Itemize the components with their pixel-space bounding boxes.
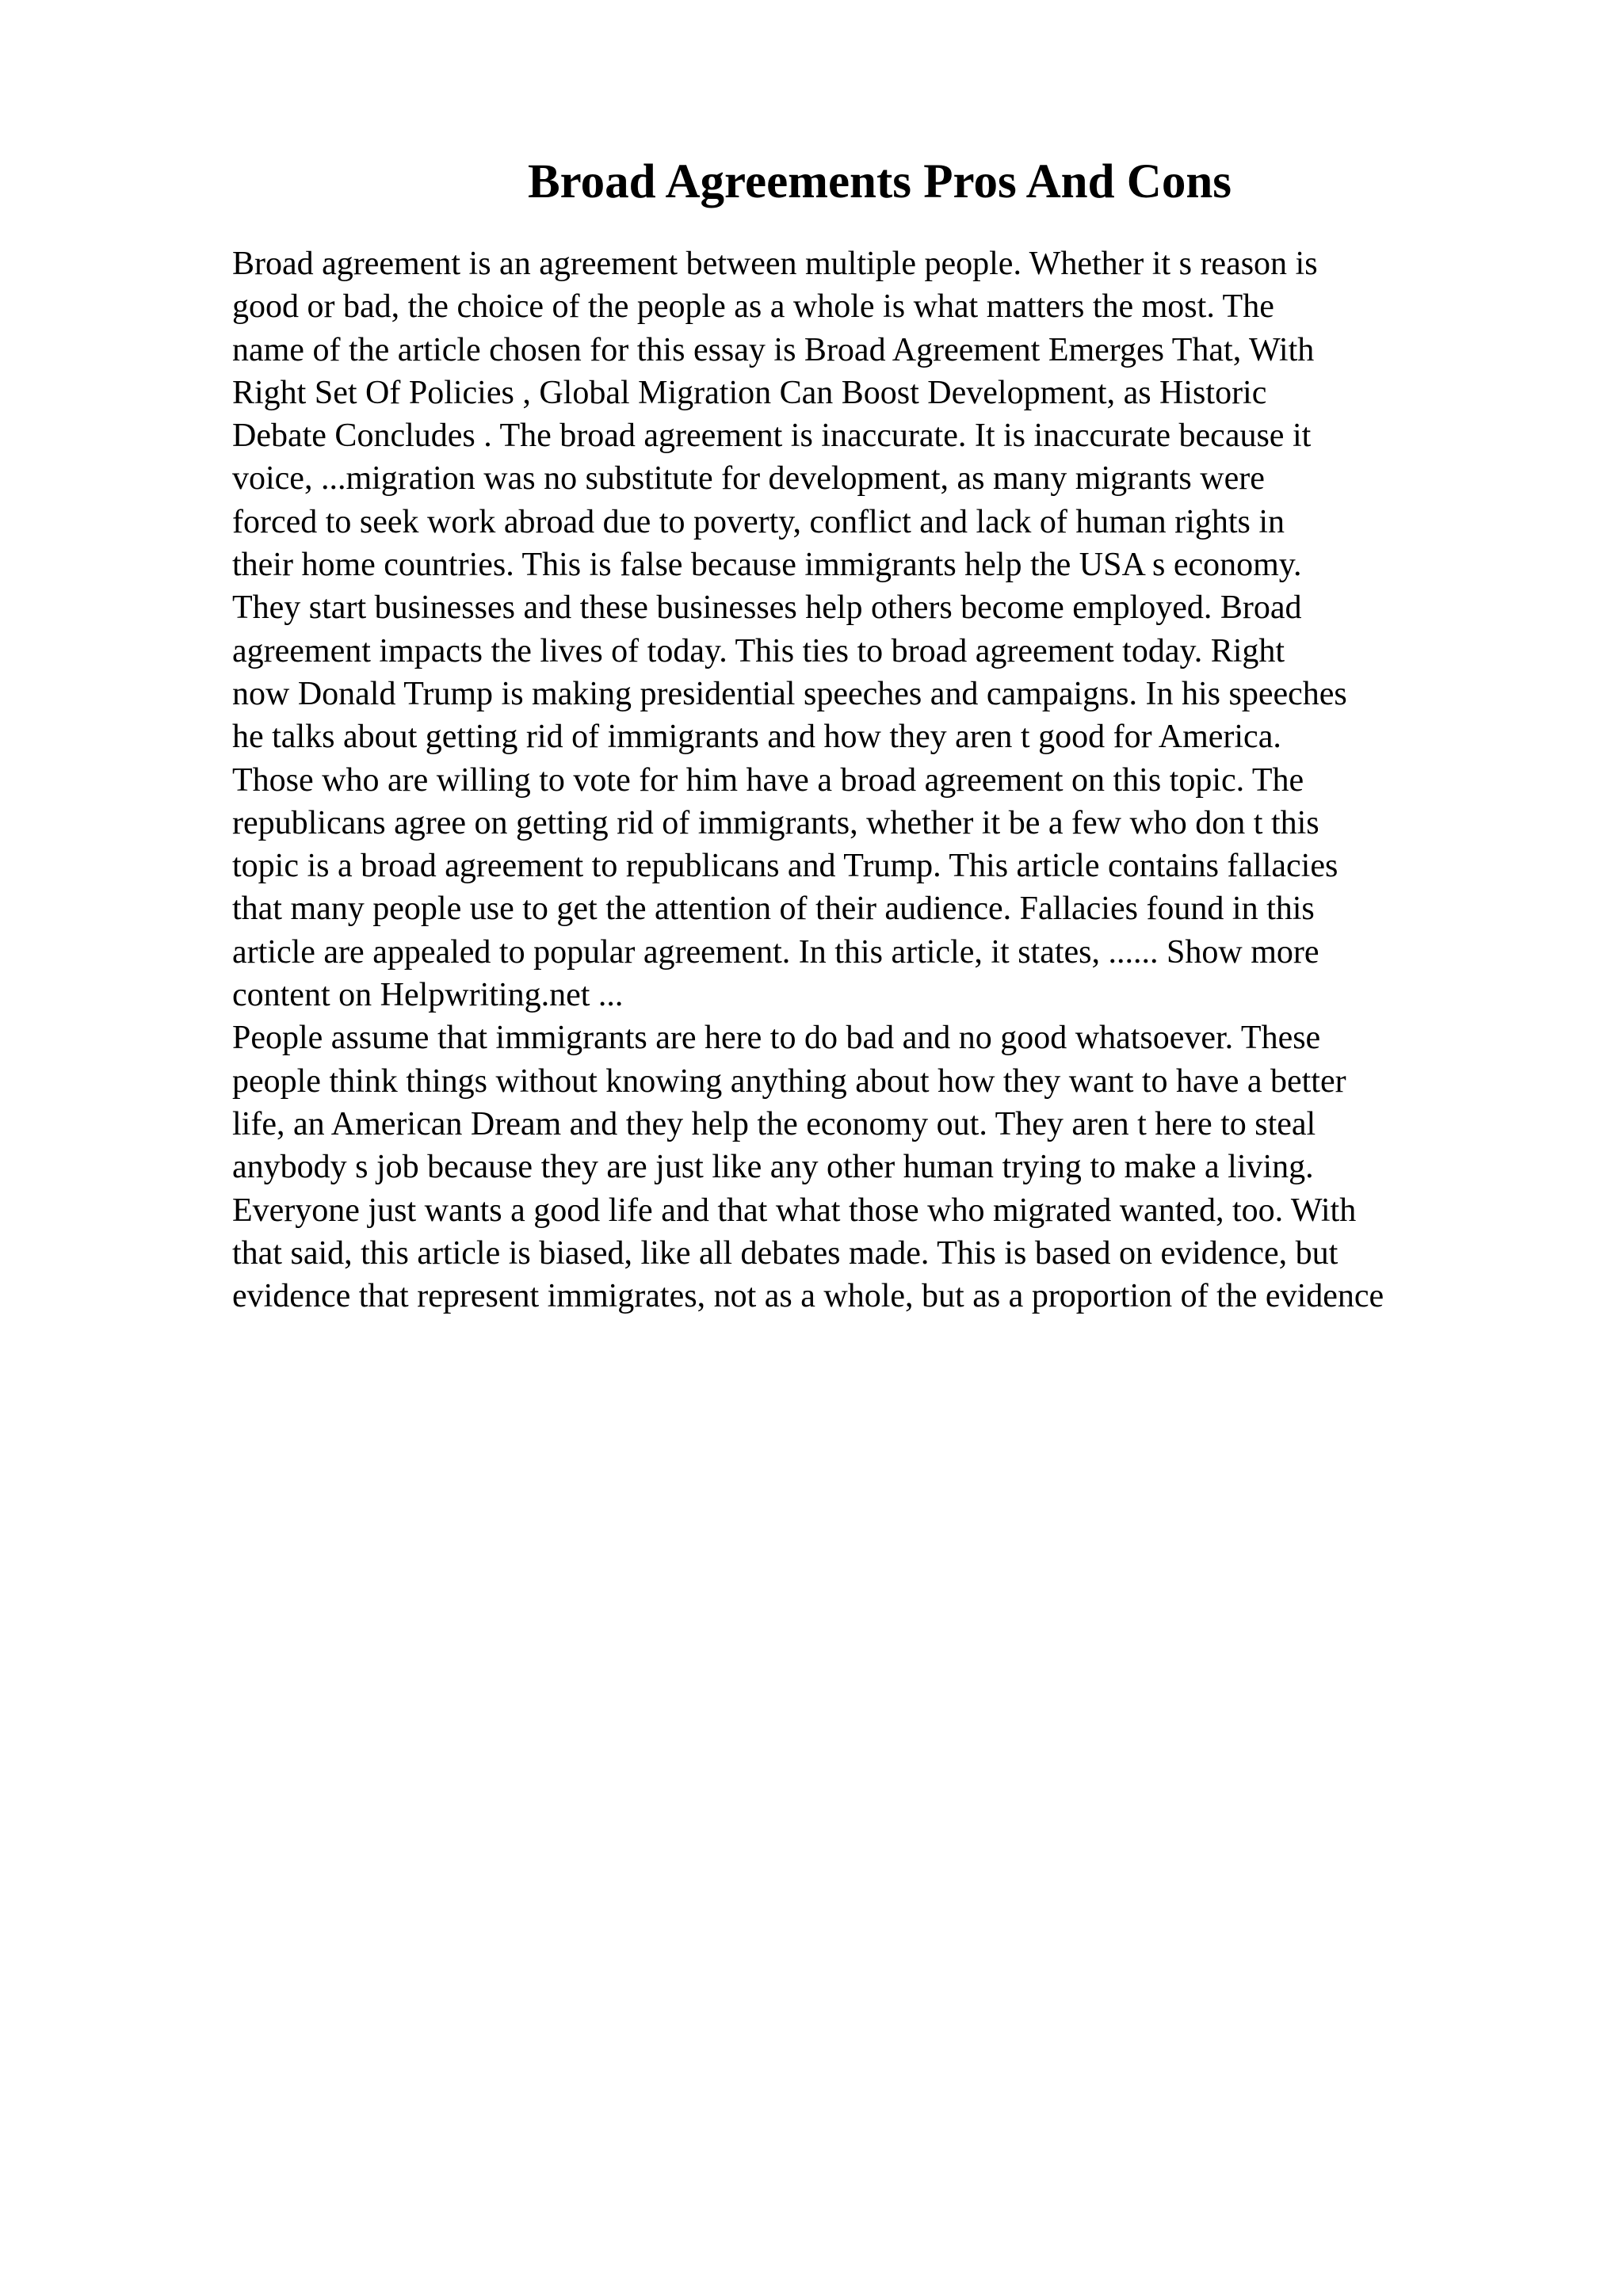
body-line: Right Set Of Policies , Global Migration Can Boost Development, as Historic — [232, 374, 1267, 411]
document-body — [232, 242, 1532, 1318]
body-line: he talks about getting rid of immigrants and how they aren t good for America. — [232, 719, 1281, 756]
body-line: Everyone just wants a good life and that what those who migrated wanted, too. With — [232, 1192, 1357, 1229]
body-line: that many people use to get the attention of their audience. Fallacies found in this — [232, 891, 1315, 928]
body-line: evidence that represent immigrates, not as a whole, but as a proportion of the evidence — [232, 1278, 1384, 1315]
body-line: agreement impacts the lives of today. This ties to broad agreement today. Right — [232, 632, 1285, 669]
body-line: voice, ...migration was no substitute for development, as many migrants were — [232, 460, 1265, 498]
body-line: article are appealed to popular agreement. In this article, it states, ...... Show more — [232, 933, 1319, 971]
body-line: republicans agree on getting rid of immigrants, whether it be a few who don t this — [232, 804, 1319, 841]
body-line: Broad agreement is an agreement between multiple people. Whether it s reason is — [232, 246, 1318, 282]
body-line: good or bad, the choice of the people as a whole is what matters the most. The — [232, 288, 1274, 326]
body-line: life, an American Dream and they help the economy out. They aren t here to steal — [232, 1105, 1316, 1142]
body-line: anybody s job because they are just like any other human trying to make a living. — [232, 1149, 1314, 1186]
body-line: content on Helpwriting.net ... — [232, 977, 624, 1014]
body-line: They start businesses and these businesses help others become employed. Broad — [232, 589, 1302, 627]
body-line: that said, this article is biased, like all debates made. This is based on evidence, but — [232, 1234, 1338, 1272]
body-line: name of the article chosen for this essay is Broad Agreement Emerges That, With — [232, 331, 1315, 368]
body-line: Debate Concludes . The broad agreement is inaccurate. It is inaccurate because it — [232, 418, 1312, 455]
body-line: their home countries. This is false because immigrants help the USA s economy. — [232, 547, 1302, 584]
document-title: Broad Agreements Pros And Cons — [528, 155, 1232, 208]
body-line: People assume that immigrants are here to do bad and no good whatsoever. These — [232, 1020, 1321, 1057]
body-line: people think things without knowing anything about how they want to have a better — [232, 1062, 1346, 1100]
body-line: topic is a broad agreement to republicans and Trump. This article contains fallacies — [232, 848, 1338, 885]
body-line: now Donald Trump is making presidential speeches and campaigns. In his speeches — [232, 675, 1347, 712]
body-line: forced to seek work abroad due to poverty, conflict and lack of human rights in — [232, 503, 1285, 540]
body-line: Those who are willing to vote for him have a broad agreement on this topic. The — [232, 761, 1304, 799]
